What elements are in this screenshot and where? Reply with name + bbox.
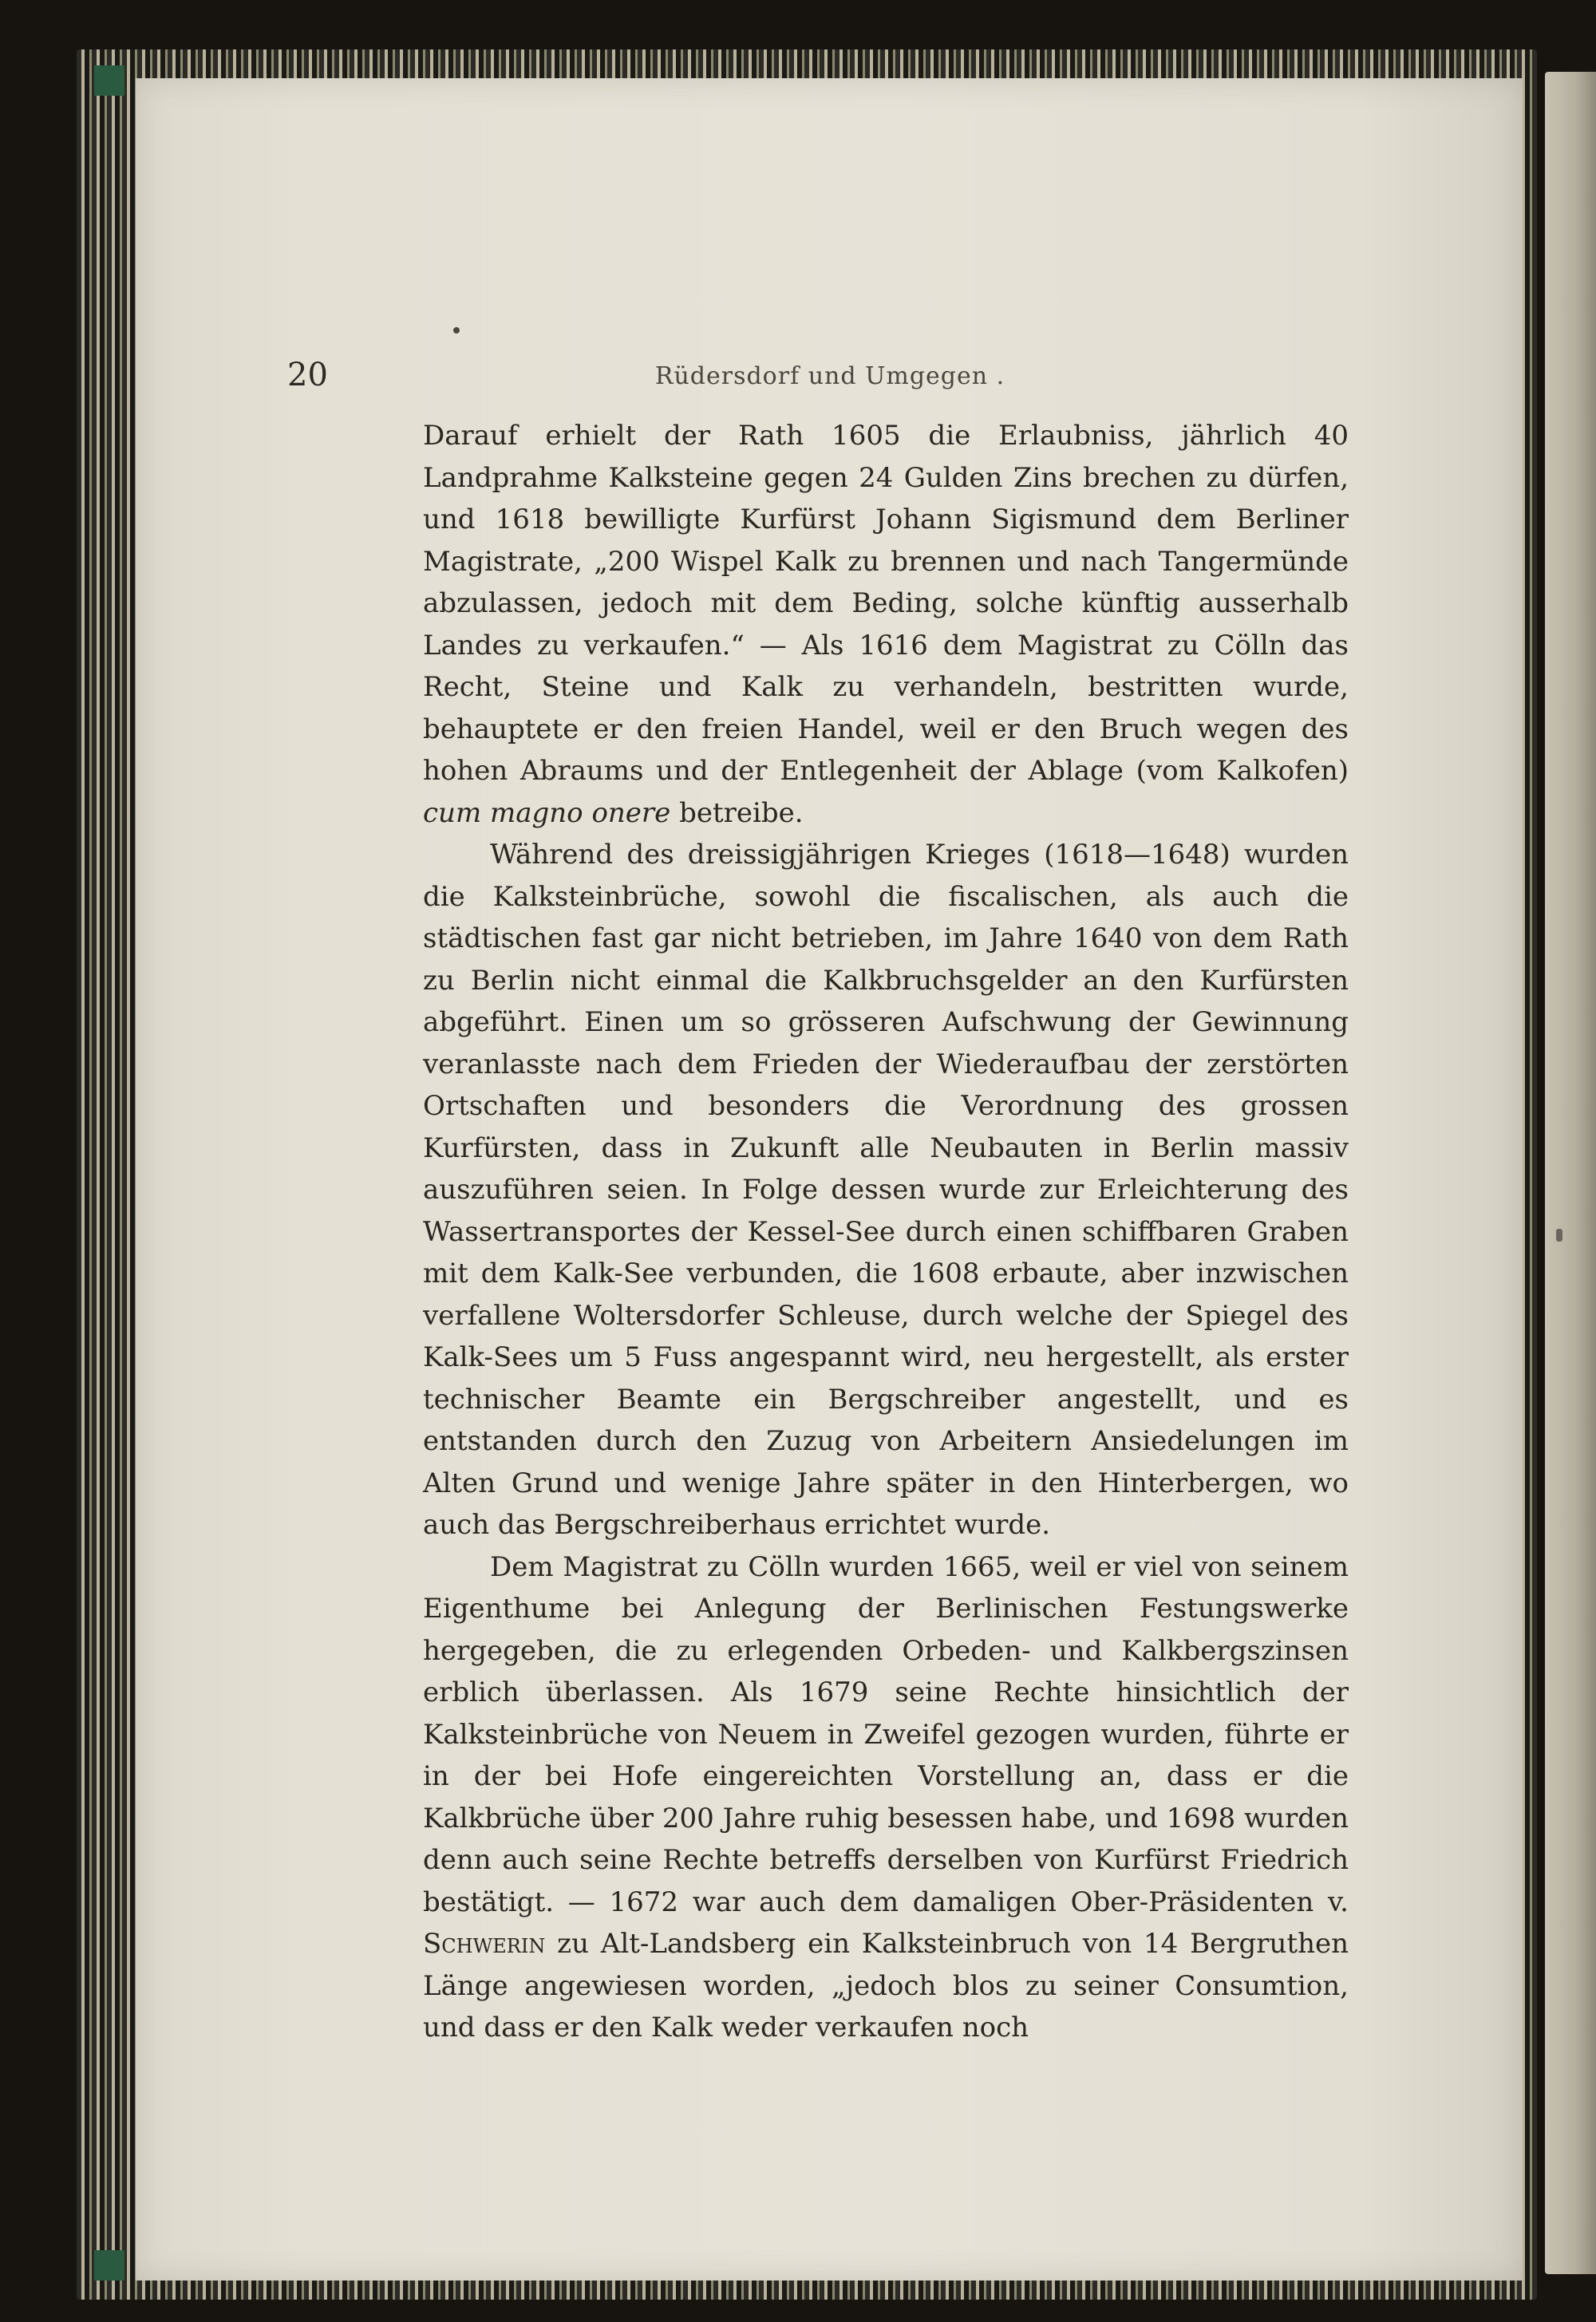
paragraph-text: Darauf erhielt der Rath 1605 die Erlaubniss, jährlich 40 Landprahme Kalksteine gegen 24 Gulden Zins brechen zu dürfen, und 1618 bewilligte Kurfürst Johann Sigismund dem Berliner Magistrate, „200 Wispel Kalk zu brennen und nach Tangermünde abzulassen, jedoch mit dem Beding, solche künftig ausserhalb Landes zu verkaufen.“ — Als 1616 dem Magistrat zu Cölln das Recht, Steine und Kalk zu verhandeln, bestritten wurde, behauptete er den freien Handel, weil er den Bruch wegen des hohen Abraums und der Entlegenheit der Ablage (vom Kalkofen) [423,420,1349,787]
paragraph-text: betreibe. [670,796,804,829]
paragraph [423,1546,1349,2049]
cover-corner [94,2250,124,2281]
paragraph-text: zu Alt-Landsberg ein Kalksteinbruch von 14 Bergruthen Länge angewiesen worden, „jedoch blos zu seiner Consumtion, und dass er den Kalk weder verkaufen noch [423,1928,1349,2044]
cover-corner [94,65,124,96]
page-header [287,351,1373,399]
ink-speck [1556,1229,1562,1242]
paragraph-text: Dem Magistrat zu Cölln wurden 1665, weil er viel von seinem Eigenthume bei Anlegung der Berlinischen Festungswerke hergegeben, die zu erlegenden Orbeden- und Kalkbergszinsen erblich überlassen. Als 1679 seine Rechte hinsichtlich der Kalksteinbrüche von Neuem in Zweifel gezogen wurden, führte er in der bei Hofe eingereichten Vorstellung an, dass er die Kalkbrüche über 200 Jahre ruhig besessen habe, und 1698 wurden denn auch seine Rechte betreffs derselben von Kurfürst Friedrich bestätigt. — 1672 war auch dem damaligen Ober-Präsidenten v. [423,1550,1349,1918]
body-text [423,415,1349,2049]
paragraph: Während des dreissigjährigen Krieges (1618—1648) wurden die Kalksteinbrüche, sowohl die fiscalischen, als auch die städtischen fast gar nicht betrieben, im Jahre 1640 von dem Rath zu Berlin nicht einmal die Kalkbruchsgelder an den Kurfürsten abgeführt. Einen um so grösseren Aufschwung der Gewinnung veranlasste nach dem Frieden der Wiederaufbau der zerstörten Ortschaften und besonders die Verordnung des grossen Kurfürsten, dass in Zukunft alle Neubauten in Berlin massiv auszuführen seien. In Folge dessen wurde zur Erleichterung des Wassertransportes der Kessel-See durch einen schiffbaren Graben mit dem Kalk-See verbunden, die 1608 erbaute, aber inzwischen verfallene Woltersdorfer Schleuse, durch welche der Spiegel des Kalk-Sees um 5 Fuss angespannt wird, neu hergestellt, als erster technischer Beamte ein Bergschreiber angestellt, und es entstanden durch den Zuzug von Arbeitern Ansiedelungen im Alten Grund und wenige Jahre später in den Hinterbergen, wo auch das Bergschreiberhaus errichtet wurde. [423,839,1349,1541]
running-title: Rüdersdorf und Umgegen . [654,362,1005,390]
person-name: Schwerin [423,1928,546,1960]
paragraph [423,415,1349,834]
next-page-edge [1545,72,1596,2274]
ink-speck [453,327,460,334]
page-number: 20 [287,357,328,393]
latin-phrase: cum magno onere [423,796,671,829]
